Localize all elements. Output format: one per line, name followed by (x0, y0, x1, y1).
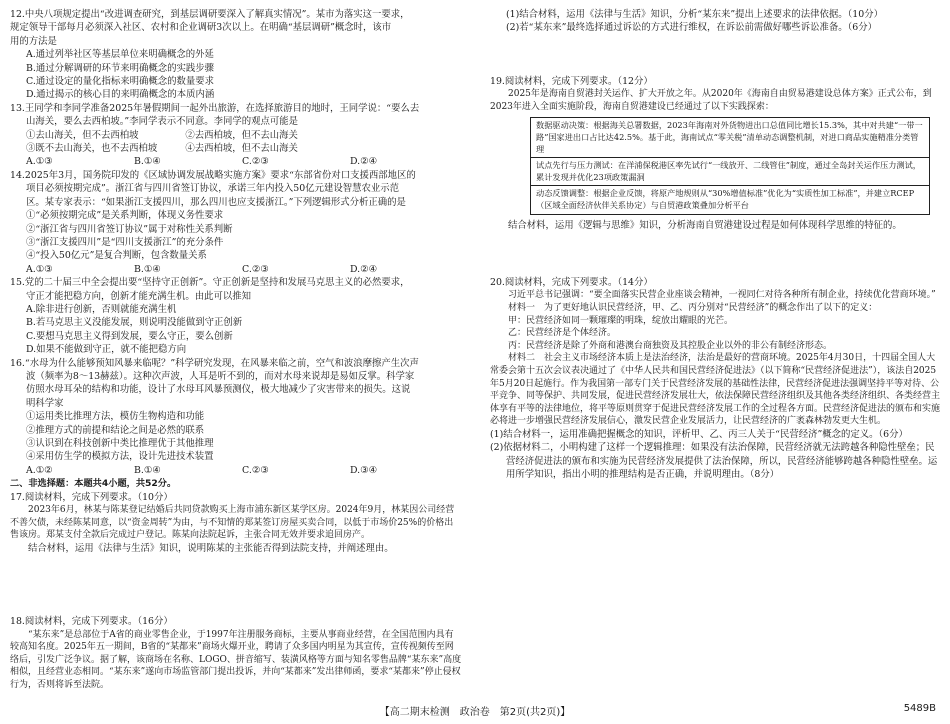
q20-intro: 习近平总书记强调：“要全面落实民营企业座谈会精神，一视同仁对待各种所有制企业，持续优化营商环境。” (508, 290, 936, 301)
q15-line: 守正才能把稳方向，创新才能充满生机。由此可以推知 (26, 290, 252, 302)
option-d: D.③④ (350, 464, 377, 476)
q13-statement: ③既不去山海关，也不去西柏坡 ④去西柏坡，但不去山海关 (26, 143, 298, 155)
q18-material: “某东来”是总部位于A省的商业零售企业，于1997年注册服务商标，主要从事商业经营，在全国范围内具有较高知名度。2025年五一期间，B省的“某都来”商场火爆开业，聘请了众多国内明星为其宣传，宣传视频传至网络后，引发广泛争议。据了解，该商场在名称、LOGO、拼音缩写、装潢风格等方面与知名零售品牌“某东来”高度相似，且经营业态相同。“某东来”遂向市场监管部门提出投诉，并向“某都来”发出律师函，要求“某都来”停止侵权行为，否则将诉至法院。 (10, 629, 462, 690)
q13-line: 13.王同学和李同学准备2025年暑假期间一起外出旅游，在选择旅游目的地时，王同学说：“要么去 (10, 102, 420, 114)
question-18 (10, 615, 462, 691)
q17-task: 结合材料，运用《法律与生活》知识，说明陈某的主张能否得到法院支持，并阐述理由。 (28, 542, 394, 554)
table-row: 动态反馈调整：根据企业反馈，将原产地规则从“30%增值标准”优化为“实质性加工标准”，并建立RCEP（区域全面经济伙伴关系协定）与自贸港政策叠加分析平台 (531, 186, 930, 214)
q20-definition-jia: 甲：民营经济如同一颗璀璨的明珠，绽放出耀眼的光芒。 (508, 315, 734, 326)
question-19 (490, 75, 942, 232)
q12-option-a: A.通过列举社区等基层单位来明确概念的外延 (26, 49, 214, 61)
q15-line: 15.党的二十届三中全会提出要“坚持守正创新”。守正创新是坚持和发展马克思主义的必然要求， (10, 277, 410, 289)
q19-practice-table (530, 117, 930, 214)
q14-line: 区。某专家表示：“如果浙江支援四川，那么四川也应支援浙江。”下列逻辑形式分析正确的是 (26, 196, 406, 208)
q15-option-c: C.要想马克思主义得到发展，要么守正，要么创新 (26, 330, 233, 342)
q14-statement: ①“必须按期完成”是关系判断，体现义务性要求 (26, 210, 224, 222)
right-column (490, 8, 942, 482)
q20-material-2: 材料二 社会主义市场经济本质上是法治经济，法治是最好的营商环境。2025年4月30日，十四届全国人大常委会第十五次会议表决通过了《中华人民共和国民营经济促进法》（以下简称“民营经济促进法”），该法自2025年5月20日起施行。作为我国第一部专门关于民营经济发展的基础性法律，民营经济促进法强调坚持平等对待、公平竞争、同等保护、共同发展，促进民营经济发展壮大，依法保障民营经济组织及其他各类经济组织、各类经营主体享有平等的法律地位，将平等原则贯穿于促进民营经济发展工作的全过程各方面。民营经济促进法的颁布和实施必将进一步增强民营经济发展信心，激发民营企业发展活力，让民营经济的广袤森林勃发更大生机。 (490, 353, 941, 427)
option-a: A.①③ (26, 156, 53, 168)
q17-heading: 17.阅读材料，完成下列要求。（10分） (10, 491, 173, 503)
question-20 (490, 276, 942, 482)
q12-line: 用的方法是 (10, 35, 57, 47)
option-c: C.②③ (242, 263, 269, 275)
question-13 (10, 102, 462, 169)
q12-line: 12.中央八项规定提出“改进调查研究，到基层调研要深入了解真实情况”。某市为落实这一要求， (10, 9, 410, 20)
option-b: B.①④ (134, 464, 161, 476)
q18-heading: 18.阅读材料，完成下列要求。（16分） (10, 616, 173, 628)
q20-definition-yi: 乙：民营经济是个体经济。 (508, 328, 617, 339)
q16-statement: ④采用仿生学的模拟方法，设计先进技术装置 (26, 451, 214, 463)
option-d: D.②④ (350, 263, 377, 275)
q16-statement: ②推理方式的前提和结论之间是必然的联系 (26, 424, 205, 436)
q12-option-b: B.通过分解调研的环节来明确概念的实践步骤 (26, 62, 214, 74)
q13-options (10, 155, 462, 168)
q16-statement: ③认识到在科技创新中类比推理优于其他推理 (26, 438, 214, 449)
q14-statement: ④“投入50亿元”是复合判断，包含数量关系 (26, 250, 207, 262)
q15-option-d: D.如果不能做到守正，就不能把稳方向 (26, 344, 187, 356)
q20-material-1: 材料一 为了更好地认识民营经济，甲、乙、丙分别对“民营经济”的概念作出了以下的定义： (508, 302, 878, 313)
question-17 (10, 491, 462, 556)
q16-statement: ①运用类比推理方法，模仿生物构造和功能 (26, 411, 205, 423)
option-b: B.①④ (134, 263, 161, 275)
table-row: 数据驱动决策：根据海关总署数据，2023年海南对外货物进出口总值同比增长15.3%，其中对共建“一带一路”国家进出口占比达42.5%。基于此，海南试点“零关税”清单动态调整机制，对进口商品实施精准分类管理 (531, 118, 930, 158)
q20-task-2: (2)依据材料二，小明构建了这样一个逻辑推理：如果没有法治保障，民营经济就无法跨越各种隐性壁垒；民营经济促进法的颁布和实施为民营经济发展提供了法治保障，所以，民营经济能够跨越各种隐性壁垒。运用所学知识，指出小明的推理结构是否正确，并说明理由。（8分） (490, 442, 938, 481)
q15-option-a: A.除非进行创新，否则就能充满生机 (26, 303, 177, 315)
q13-line: 山海关，要么去西柏坡。”李同学表示不同意。李同学的观点可能是 (26, 116, 298, 128)
q19-task: 结合材料，运用《逻辑与思维》知识，分析海南自贸港建设过程是如何体现科学思维的特征的。 (508, 219, 902, 231)
option-c: C.②③ (242, 156, 269, 168)
option-a: A.①③ (26, 263, 53, 275)
q16-options (10, 464, 462, 477)
q16-line: 16.“水母为什么能够预知风暴来临呢？”科学研究发现，在风暴来临之前，空气和波浪摩擦产生次声 (10, 357, 419, 369)
left-column (10, 8, 462, 692)
q18-task-1: (1)结合材料，运用《法律与生活》知识，分析“某东来”提出上述要求的法律依据。（10分） (506, 9, 883, 20)
paper-code: 5489B (903, 703, 936, 714)
q18-task-2: (2)若“某东来”最终选择通过诉讼的方式进行维权，在诉讼前需做好哪些诉讼准备。（6分） (506, 22, 878, 34)
q19-material: 2025年是海南自贸港封关运作、扩大开放之年。从2020年《海南自由贸易港建设总体方案》正式公布，到2023年进入全面实施阶段，海南自贸港建设已经通过了以下实践探索： (490, 89, 932, 112)
question-14 (10, 169, 462, 276)
question-18-tasks (490, 8, 942, 35)
q12-option-d: D.通过揭示的核心目的来明确概念的本质内涵 (26, 89, 215, 101)
q16-line: 明科学家 (26, 397, 64, 409)
question-16 (10, 357, 462, 478)
q14-line: 项目必须按期完成”。浙江省与四川省签订协议，承诺三年内投入50亿元建设智慧农业示范 (26, 183, 399, 195)
q12-option-c: C.通过设定的量化指标来明确概念的数量要求 (26, 76, 214, 88)
option-c: C.②③ (242, 464, 269, 476)
question-12 (10, 8, 462, 102)
q15-option-b: B.若马克思主义没能发展，则说明没能做到守正创新 (26, 317, 243, 329)
option-a: A.①② (26, 464, 53, 476)
q19-heading: 19.阅读材料，完成下列要求。（12分） (490, 75, 653, 87)
page-footer: 【高二期末检测 政治卷 第2页(共2页)】 (379, 707, 571, 718)
q16-line: 仿照水母耳朵的结构和功能，设计了水母耳风暴预测仪，极大地减少了灾害带来的损失。这说 (26, 384, 411, 396)
q20-definition-bing: 丙：民营经济是除了外商和港澳台商独资及其控股企业以外的非公有制经济形态。 (508, 340, 833, 351)
q16-line: 波（频率为8～13赫兹）。这种次声波，人耳是听不到的，而对水母来说却是易如反掌。科学家 (26, 370, 415, 382)
q14-line: 14.2025年3月，国务院印发的《区域协调发展战略实施方案》要求“东部省份对口支援西部地区的 (10, 169, 416, 181)
q12-line: 规定领导干部每月必须深入社区、农村和企业调研3次以上。在明确“基层调研”概念时，该市 (10, 22, 392, 34)
section-heading: 二、非选择题：本题共4小题，共52分。 (10, 478, 177, 490)
table-row: 试点先行与压力测试：在洋浦保税港区率先试行“一线放开、二线管住”制度，通过全岛封关运作压力测试，累计发现并优化23项政策漏洞 (531, 158, 930, 186)
q14-statement: ②“浙江省与四川省签订协议”属于对称性关系判断 (26, 223, 233, 235)
option-d: D.②④ (350, 156, 377, 168)
q14-options (10, 263, 462, 276)
q20-heading: 20.阅读材料，完成下列要求。（14分） (490, 276, 653, 288)
question-15 (10, 276, 462, 356)
option-b: B.①④ (134, 156, 161, 168)
q20-task-1: (1)结合材料一，运用准确把握概念的知识，评析甲、乙、丙三人关于“民营经济”概念的定义。（6分） (490, 428, 908, 440)
q17-material: 2023年6月，林某与陈某登记结婚后共同贷款购买上海市浦东新区某学区房。2024年9月，林某因公司经营不善欠债，未经陈某同意，以“资金周转”为由，与不知情的郑某签订房屋买卖合同，以低于市场价25%的价格出售该房。郑某支付全款后完成过户登记。陈某向法院起诉，主张合同无效并要求追回房产。 (10, 505, 455, 541)
q13-statement: ①去山海关，但不去西柏坡 ②去西柏坡，但不去山海关 (26, 129, 298, 141)
q14-statement: ③“浙江支援四川”是“四川支援浙江”的充分条件 (26, 236, 224, 248)
